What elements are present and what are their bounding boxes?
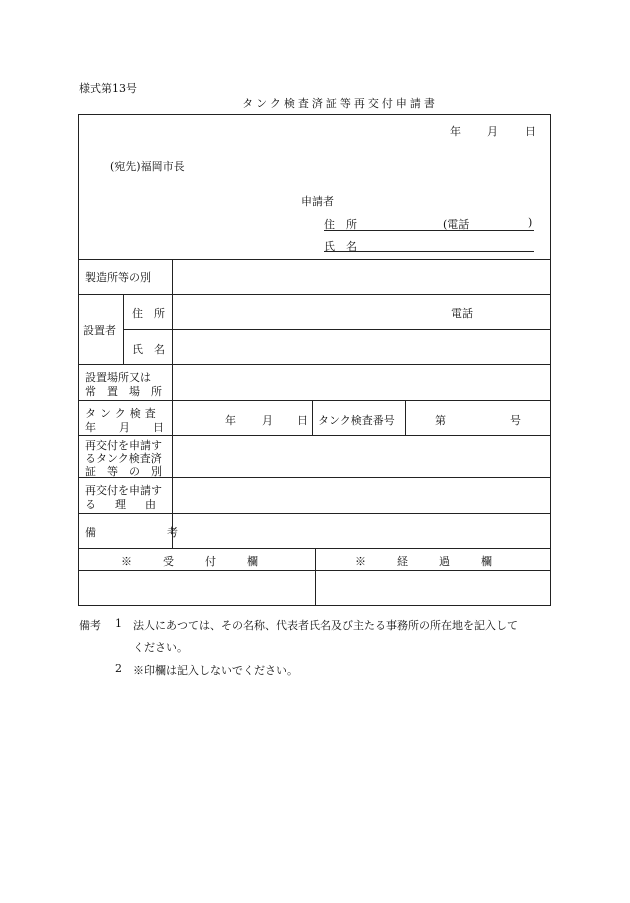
- rule: [312, 400, 313, 435]
- location-label-1: 設置場所又は: [85, 371, 151, 384]
- reception-column-header: ※ 受 付 欄: [121, 555, 268, 568]
- rule: [79, 400, 550, 401]
- installer-name-label: 氏 名: [132, 343, 165, 356]
- reissue-type-label-2: るタンク検査済: [85, 452, 162, 465]
- rule: [405, 400, 406, 435]
- inspection-year: 年: [225, 414, 236, 427]
- notes-label: 備考: [79, 619, 101, 632]
- date-year-label: 年: [450, 125, 461, 138]
- applicant-phone-label: (電話: [443, 218, 470, 231]
- applicant-address-underline: [324, 230, 534, 231]
- note-1-text: 法人にあつては、その名称、代表者氏名及び主たる事務所の所在地を記入して: [133, 619, 518, 632]
- reissue-type-label-1: 再交付を申請す: [85, 439, 162, 452]
- note-2-number: 2: [115, 662, 122, 675]
- reissue-type-label-3: 証 等 の 別: [85, 465, 162, 478]
- applicant-phone-close: ): [528, 216, 533, 229]
- note-1-continuation: ください。: [133, 641, 188, 654]
- number-suffix: 号: [510, 414, 521, 427]
- application-form: [78, 114, 551, 606]
- date-day-label: 日: [525, 125, 536, 138]
- number-prefix: 第: [435, 414, 446, 427]
- note-1-number: 1: [115, 617, 122, 630]
- tank-number-label: タンク検査番号: [318, 414, 395, 427]
- tank-inspection-label-2: 年 月 日: [85, 421, 170, 434]
- installer-phone-label: 電話: [451, 307, 473, 320]
- factory-type-label: 製造所等の別: [85, 271, 151, 284]
- rule: [79, 364, 550, 365]
- page-title: タンク検査済証等再交付申請書: [242, 97, 438, 110]
- installer-label: 設置者: [83, 324, 116, 337]
- addressee: (宛先)福岡市長: [110, 160, 185, 173]
- rule: [79, 435, 550, 436]
- applicant-label: 申請者: [301, 195, 334, 208]
- remarks-label: 備 考: [85, 526, 208, 539]
- tank-inspection-label-1: タンク検査: [85, 407, 160, 420]
- applicant-name-label: 氏 名: [324, 240, 357, 253]
- rule: [79, 513, 550, 514]
- rule: [172, 259, 173, 548]
- inspection-day: 日: [297, 414, 308, 427]
- reason-label-2: る 理 由: [85, 498, 160, 511]
- applicant-address-label: 住 所: [324, 218, 357, 231]
- inspection-month: 月: [262, 414, 273, 427]
- rule: [123, 294, 124, 364]
- rule: [315, 548, 316, 606]
- note-2-text: ※印欄は記入しないでください。: [133, 664, 298, 677]
- form-number: 様式第13号: [79, 82, 137, 95]
- rule: [79, 259, 550, 260]
- applicant-name-underline: [324, 251, 534, 252]
- rule: [123, 329, 550, 330]
- location-label-2: 常 置 場 所: [85, 385, 162, 398]
- date-month-label: 月: [487, 125, 498, 138]
- reason-label-1: 再交付を申請す: [85, 484, 162, 497]
- progress-column-header: ※ 経 過 欄: [355, 555, 502, 568]
- installer-address-label: 住 所: [132, 307, 165, 320]
- rule: [79, 294, 550, 295]
